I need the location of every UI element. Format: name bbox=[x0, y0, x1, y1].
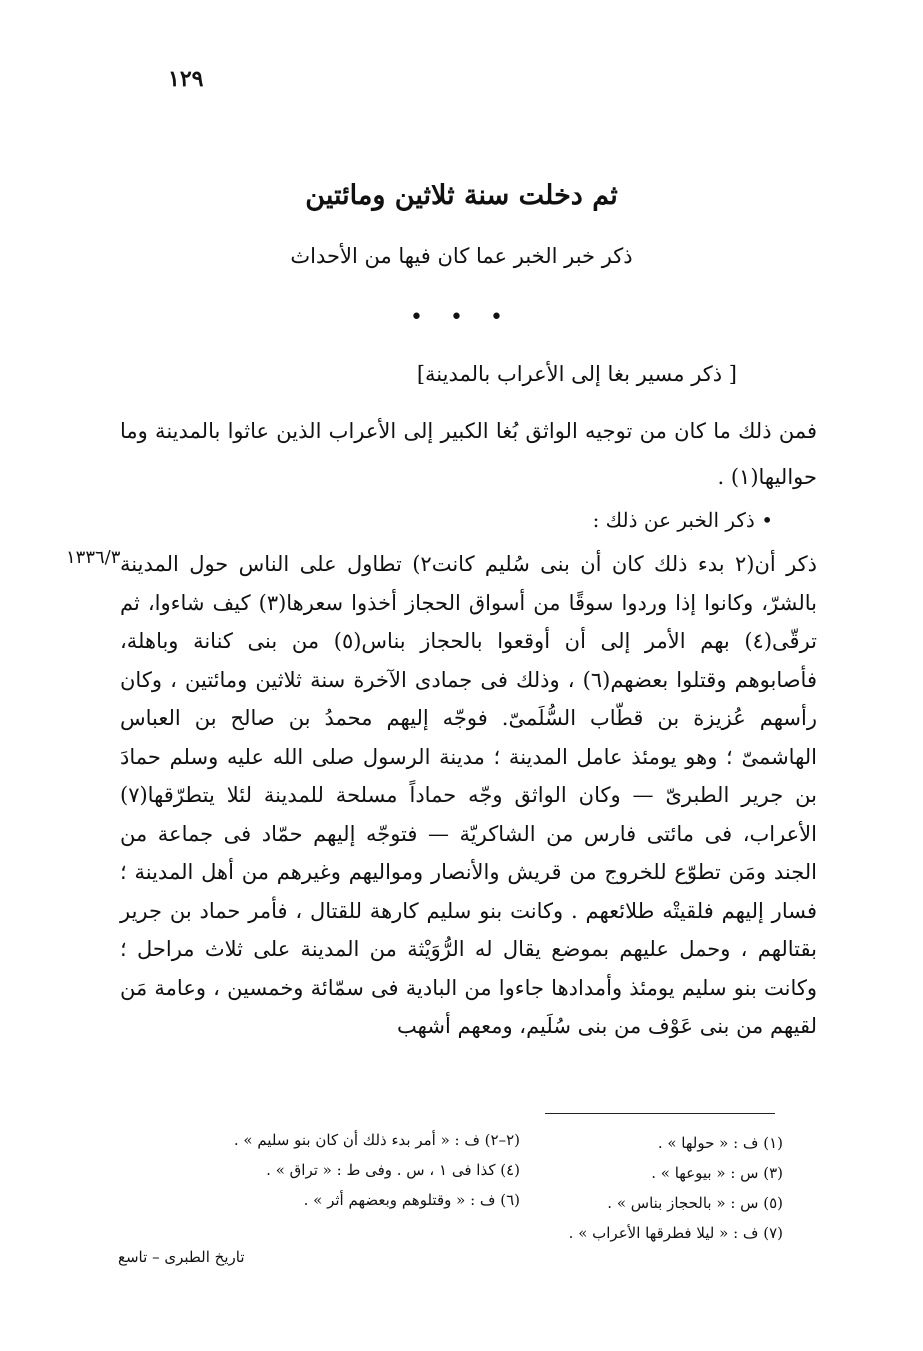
intro-paragraph: فمن ذلك ما كان من توجيه الواثق بُغا الكبير إلى الأعراب الذين عاثوا بالمدينة وما حواليها(١) . bbox=[120, 419, 817, 489]
footnotes-right-column bbox=[533, 1128, 783, 1248]
footnotes-left-column bbox=[150, 1125, 520, 1215]
chapter-subtitle: ذكر خبر الخبر عما كان فيها من الأحداث bbox=[290, 244, 633, 268]
margin-reference: ١٣٣٦/٣ bbox=[66, 547, 121, 568]
main-text-paragraph: ذكر أن(٢ بدء ذلك كان أن بنى سُليم كانت٢) تطاول على الناس حول المدينة بالشرّ، وكانوا إذا وردوا سوقًا من أسواق الحجاز أخذوا سعرها(٣) كيف شاءوا، ثم ترقّى(٤) بهم الأمر إلى أن أوقعوا بالحجاز بناس(٥) من بنى كنانة وباهلة، فأصابوهم وقتلوا بعضهم(٦) ، وذلك فى جمادى الآخرة سنة ثلاثين ومائتين ، وكان رأسهم عُزيزة بن قطّاب السُّلَمىّ. فوجّه إليهم محمدُ بن صالح بن العباس الهاشمىّ ؛ وهو يومئذ عامل المدينة ؛ مدينة الرسول صلى الله عليه وسلم حمادَ بن جرير الطبرىّ — وكان الواثق وجّه حماداً مسلحة للمدينة لئلا يتطرّقها(٧) الأعراب، فى مائتى فارس من الشاكريّة — فتوجّه إليهم حمّاد فى جماعة من الجند ومَن تطوّع للخروج من قريش والأنصار ومواليهم وغيرهم من أهل المدينة ؛ فسار إليهم فلقيتْه طلائعهم . وكانت بنو سليم كارهة للقتال ، فأمر حماد بن جرير بقتالهم ، وحمل عليهم بموضع يقال له الرُّوَيْثة من المدينة على ثلاث مراحل ؛ وكانت بنو سليم يومئذ وأمدادها جاءوا من البادية فى سمّائة وخمسين ، وعامة مَن لقيهم من بنى عَوْف من بنى سُلَيم، ومعهم أشهب bbox=[120, 552, 818, 1038]
footnote-2: (٢–٢) ف : « أمر بدء ذلك أن كان بنو سليم » . bbox=[233, 1131, 520, 1149]
footnote-6: (٦) ف : « وقتلوهم وبعضهم أثر » . bbox=[303, 1191, 520, 1209]
footnote-5: (٥) س : « بالحجاز بناس » . bbox=[607, 1194, 783, 1212]
section-heading: [ ذكر مسير بغا إلى الأعراب بالمدينة] bbox=[416, 362, 737, 386]
footnote-1: (١) ف : « حولها » . bbox=[657, 1134, 783, 1152]
ornament-dots: • • • bbox=[410, 305, 513, 330]
signature-line: تاريخ الطبرى – تاسع bbox=[118, 1248, 245, 1266]
footnote-3: (٣) س : « بيوعها » . bbox=[651, 1164, 783, 1182]
page-number: ١٢٩ bbox=[168, 66, 204, 92]
year-title: ثم دخلت سنة ثلاثين ومائتين bbox=[305, 180, 618, 211]
report-heading: • ذكر الخبر عن ذلك : bbox=[592, 508, 773, 532]
footnote-4: (٤) كذا فى ١ ، س . وفى ط : « تراق » . bbox=[266, 1161, 520, 1179]
footnote-7: (٧) ف : « ليلا فطرقها الأعراب » . bbox=[568, 1224, 783, 1242]
footnote-divider bbox=[545, 1113, 775, 1114]
